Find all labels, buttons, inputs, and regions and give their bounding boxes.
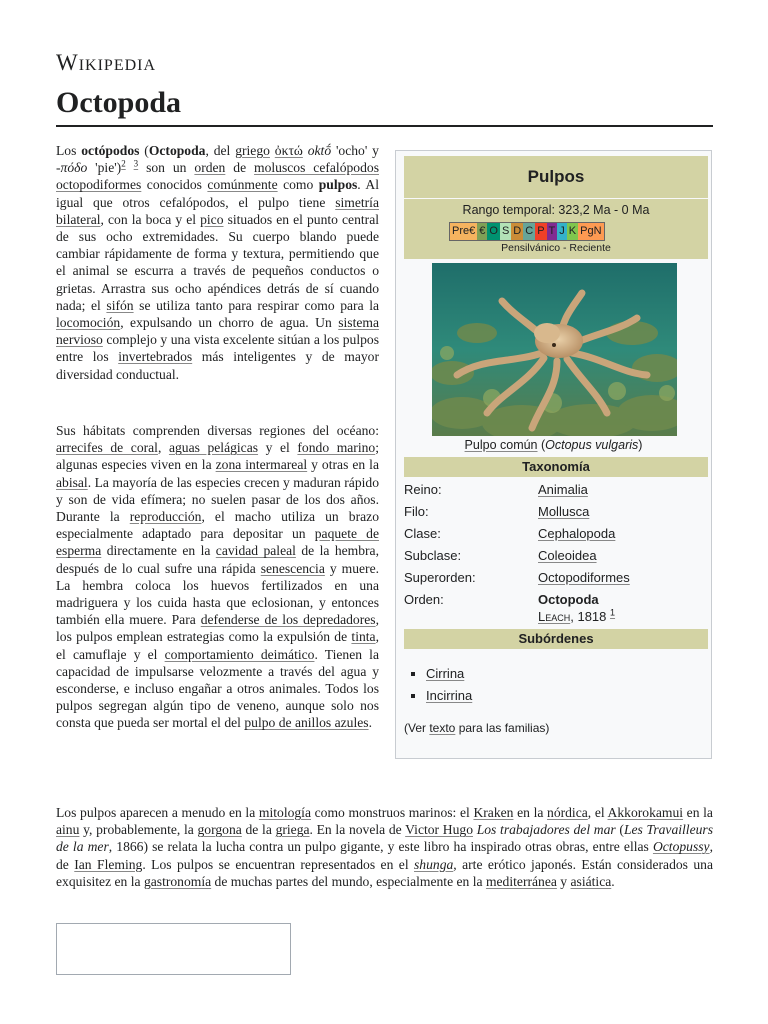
text-link[interactable]: abisal (56, 474, 88, 490)
text-run: , del (205, 143, 236, 158)
value-octopoda: Octopoda (538, 592, 599, 607)
caption-species: Octopus vulgaris (545, 438, 639, 452)
range-subtitle: Pensilvánico - Reciente (501, 242, 611, 254)
authority-ref[interactable]: 1 (610, 607, 616, 618)
suborder-item (426, 685, 472, 707)
text-run: oktṓ (307, 143, 332, 158)
text-run: como monstruos marinos: el (311, 805, 474, 820)
text-run: directamente en la (101, 543, 216, 559)
text-run: , arte erótico japonés. Están considerados una exquisitez en la (56, 856, 714, 889)
text-link[interactable]: comúnmente (207, 177, 278, 193)
table-of-contents-box (56, 923, 291, 975)
text-link[interactable]: fondo marino (297, 440, 376, 456)
text-run: Los trabajadores del mar (476, 822, 616, 838)
text-run: . (368, 715, 372, 731)
note-link[interactable]: texto (429, 721, 456, 735)
page-title: Octopoda (56, 86, 182, 119)
text-run: , el (587, 805, 608, 820)
caption-paren-open: ( (537, 438, 546, 452)
text-run: complejo y una vista excelente sitúan a los pulpos entre los (56, 332, 379, 365)
text-run: de la (241, 822, 276, 838)
text-link[interactable]: pulpo de anillos azules (244, 715, 369, 731)
text-run: pulpos (318, 177, 358, 193)
text-link[interactable]: tinta (351, 629, 376, 645)
text-run: octópodos (81, 143, 140, 158)
text-run: 'pie') (87, 160, 122, 176)
text-run: , el macho utiliza un brazo especialmente adaptado para depositar un (56, 509, 379, 542)
rank-filo[interactable]: Filo: (404, 504, 429, 519)
text-run: , expulsando un chorro de agua. Un (120, 315, 339, 331)
text-link[interactable]: griego (235, 143, 270, 158)
text-run: y, probablemente, la (79, 822, 198, 838)
text-link[interactable]: sistema nervioso (56, 315, 379, 348)
suborder-item (426, 663, 472, 685)
image-caption (396, 438, 711, 452)
taxon-authority (538, 609, 615, 625)
text-run: y muere. La hembra coloca los huevos fertilizados en una madriguera y los cuida hasta que eclosionan, y entonces también ella muere. Para (56, 560, 379, 628)
rank-orden[interactable]: Orden: (404, 592, 444, 607)
period-1[interactable]: € (477, 223, 487, 240)
text-run: se utiliza tanto para respirar como para la (133, 297, 379, 313)
period-5[interactable]: C (523, 223, 535, 240)
text-link[interactable]: Akkorokamui (607, 805, 684, 820)
text-run: en la (683, 805, 713, 820)
text-run: , de (56, 839, 713, 872)
text-run: como (277, 177, 319, 193)
text-run: . (611, 873, 615, 889)
authority-year: , 1818 (570, 609, 607, 624)
families-note (404, 721, 549, 735)
text-run: de la hembra, después de lo cual sufre una rápida (56, 543, 379, 576)
taxonomy-header: Taxonomía (404, 457, 708, 477)
value-mollusca[interactable]: Mollusca (538, 504, 590, 519)
text-run: son un (138, 160, 195, 176)
infobox-title: Pulpos (404, 156, 708, 198)
text-run: y el (258, 440, 298, 456)
period-9[interactable]: K (567, 223, 578, 240)
rank-clase[interactable]: Clase: (404, 526, 441, 541)
text-run: conocidos (141, 177, 208, 193)
text-link[interactable]: pico (200, 211, 224, 227)
text-link[interactable]: moluscos cefalópodos (254, 160, 379, 176)
suborders-header: Subórdenes (404, 629, 708, 649)
text-run: . Los pulpos se encuentran representados en el (142, 856, 415, 872)
intro-paragraph-1 (56, 142, 379, 383)
period-10[interactable]: PgN (578, 223, 603, 240)
wikipedia-logo[interactable]: Wikipedia (56, 50, 157, 75)
text-link[interactable]: shunga (414, 856, 454, 872)
text-run: Los pulpos aparecen a menudo en la (56, 805, 259, 820)
text-run: en la (513, 805, 548, 820)
value-cephalopoda[interactable]: Cephalopoda (538, 526, 616, 541)
suborder-cirrina[interactable]: Cirrina (426, 666, 465, 681)
text-link[interactable]: Octopussy (652, 839, 710, 855)
text-run: , los pulpos emplean estrategias como la expulsión de (56, 612, 379, 645)
text-run: y (556, 873, 571, 889)
text-run: ( (139, 143, 149, 158)
period-0[interactable]: Pre€ (450, 223, 477, 240)
period-8[interactable]: J (557, 223, 567, 240)
text-link[interactable]: sifón (106, 297, 134, 313)
text-run: más inteligentes y de mayor diversidad conductual. (56, 349, 379, 382)
text-link[interactable]: reproducción (129, 509, 202, 525)
suborder-incirrina[interactable]: Incirrina (426, 688, 473, 703)
text-run: . En la novela de (309, 822, 406, 838)
octopus-photo[interactable] (432, 263, 677, 436)
caption-common-name[interactable]: Pulpo común (464, 438, 538, 452)
title-divider (56, 125, 713, 127)
period-7[interactable]: T (547, 223, 558, 240)
geologic-timescale-bar (449, 222, 605, 241)
text-link[interactable]: octopodiformes (56, 177, 142, 193)
text-run: ( (615, 822, 624, 838)
text-run: 'ocho' y (331, 143, 379, 158)
rank-superorden[interactable]: Superorden: (404, 570, 476, 585)
intro-paragraph-2 (56, 422, 379, 732)
text-run: situados en el punto central de sus ocho extremidades. Su cuerpo blando puede cambiar rápidamente de forma y textura, permitiendo que el animal se escurra a través de pequeños conductos o grietas. Arrastra sus ocho apéndices detrás de sí cuando nada; el (56, 211, 379, 313)
note-post: para las familias) (455, 721, 550, 735)
text-link[interactable]: nórdica (547, 805, 588, 820)
value-coleoidea[interactable]: Coleoidea (538, 548, 597, 563)
text-link[interactable]: invertebrados (118, 349, 193, 365)
text-run: de muchas partes del mundo, especialmente en la (211, 873, 486, 889)
note-pre: (Ver (404, 721, 430, 735)
text-link[interactable]: paquete de esperma (56, 526, 380, 559)
text-link[interactable]: griega (275, 822, 310, 838)
text-run: ; algunas especies viven en la (56, 440, 379, 473)
rank-subclase[interactable]: Subclase: (404, 548, 462, 563)
text-run: , con la boca y el (100, 211, 201, 227)
text-link[interactable]: mediterránea (485, 873, 557, 889)
text-run: Les Travailleurs de la mer (56, 822, 713, 855)
authority-name[interactable]: Leach (538, 609, 571, 624)
text-run: Octopoda (148, 143, 206, 158)
text-link[interactable]: ainu (56, 822, 80, 838)
infobox (395, 150, 712, 759)
text-link[interactable]: aguas pelágicas (168, 440, 259, 456)
text-run: y otras en la (307, 457, 379, 473)
text-link[interactable]: defenderse de los depredadores (200, 612, 376, 628)
text-run: Sus hábitats comprenden diversas regiones del océano: (56, 423, 379, 438)
period-6[interactable]: P (535, 223, 546, 240)
text-link[interactable]: orden (194, 160, 226, 176)
text-link[interactable]: asiática (570, 873, 612, 889)
value-animalia[interactable]: Animalia (538, 482, 588, 497)
text-link[interactable]: locomoción (56, 315, 121, 331)
text-run (126, 160, 134, 175)
text-link[interactable]: zona intermareal (215, 457, 308, 473)
text-link[interactable]: arrecifes de coral (56, 440, 158, 456)
text-link[interactable]: gorgona (197, 822, 242, 838)
text-run: . Al igual que otros cefalópodos, el pulpo tiene (56, 177, 380, 210)
reference-link[interactable]: 2 (121, 158, 126, 169)
text-run: , (157, 440, 169, 456)
period-4[interactable]: D (511, 223, 523, 240)
rank-reino[interactable]: Reino: (404, 482, 442, 497)
text-run: -πόδο (56, 160, 88, 176)
text-run: . La mayoría de las especies crecen y maduran rápido y son de vida efímera; no suelen pasar de los dos años. Durante la (56, 474, 379, 525)
reference-link[interactable]: 3 (133, 158, 139, 169)
intro-paragraph-3 (56, 804, 713, 890)
text-link[interactable]: gastronomía (143, 873, 212, 889)
text-run: . Tienen la capacidad de impulsarse velozmente a través del agua y esconderse, e incluso engañar a otros animales. Todos los pulpos segregan algún tipo de veneno, aunque solo nos consta que pueda ser mortal el del (56, 646, 379, 731)
text-run: , 1866) se relata la lucha contra un pulpo gigante, y este libro ha inspirado otras obras, entre ellas (108, 839, 653, 855)
text-run: de (225, 160, 255, 176)
text-run: , el camuflaje y el (56, 629, 379, 662)
value-octopodiformes[interactable]: Octopodiformes (538, 570, 630, 585)
text-link[interactable]: simetría bilateral (56, 194, 379, 227)
text-link[interactable]: Kraken (473, 805, 514, 820)
text-link[interactable]: cavidad paleal (215, 543, 296, 559)
caption-paren-close: ) (638, 438, 643, 452)
text-link[interactable]: senescencia (260, 560, 325, 576)
octopus-image (432, 263, 677, 436)
text-link[interactable]: comportamiento deimático (164, 646, 315, 662)
temporal-range (404, 199, 708, 259)
period-2[interactable]: O (487, 223, 500, 240)
text-link[interactable]: Ian Fleming (74, 856, 143, 872)
suborders-list (410, 663, 472, 707)
range-text: Rango temporal: 323,2 Ma - 0 Ma (462, 203, 650, 217)
text-link[interactable]: ὀκτώ (274, 143, 303, 158)
text-link[interactable]: mitología (258, 805, 311, 820)
text-run: Los (56, 143, 82, 158)
text-link[interactable]: Victor Hugo (405, 822, 473, 838)
period-3[interactable]: S (500, 223, 511, 240)
